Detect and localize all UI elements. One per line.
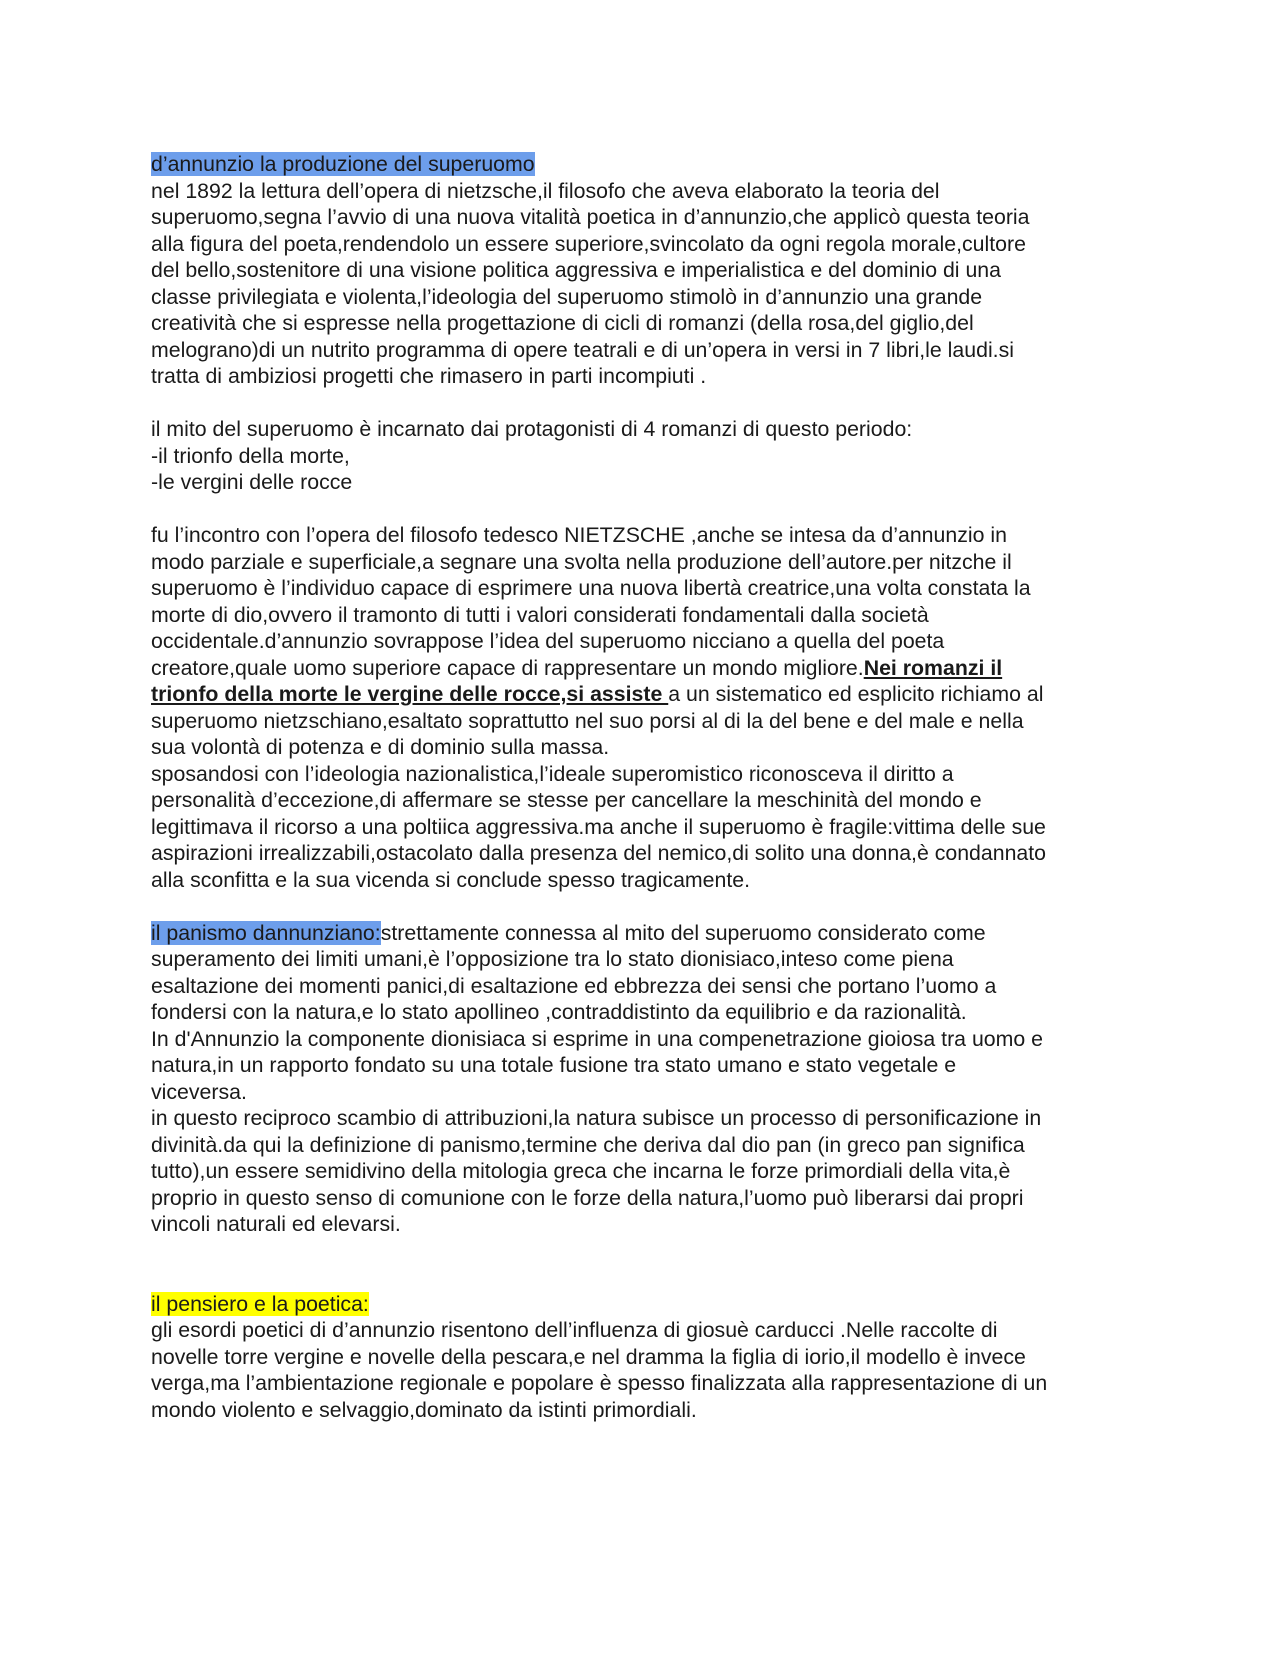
plain-text: creatore,quale uomo superiore capace di rappresentare un mondo migliore. [151,655,864,680]
paragraph-line: sposandosi con l’ideologia nazionalistica,l’ideale superomistico riconosceva il diritto a [151,761,954,786]
bold-underlined-text: Nei romanzi il [863,655,1003,680]
paragraph-line: creatività che si espresse nella progettazione di cicli di romanzi (della rosa,del giglio,del [151,311,974,335]
paragraph-line: novelle torre vergine e novelle della pescara,e nel dramma la figlia di iorio,il modello è invece [151,1344,1026,1369]
paragraph-line: superuomo nietzschiano,esaltato soprattutto nel suo porsi al di la del bene e del male e nella [151,708,1024,733]
paragraph-line: natura,in un rapporto fondato su una totale fusione tra stato umano e stato vegetale e [151,1053,957,1077]
paragraph-line: aspirazioni irrealizzabili,ostacolato dalla presenza del nemico,di solito una donna,è condannato [151,841,1047,865]
paragraph-line: vincoli naturali ed elevarsi. [151,1212,401,1236]
paragraph-line: modo parziale e superficiale,a segnare una svolta nella produzione dell’autore.per nitzche il [151,549,1012,574]
plain-text: a un sistematico ed esplicito richiamo al [668,682,1044,706]
paragraph-line: viceversa. [151,1079,247,1104]
plain-text: strettamente connessa al mito del superuomo considerato come [380,920,986,945]
paragraph-line [151,920,1131,947]
blank-line [151,893,1131,920]
paragraph-line: superamento dei limiti umani,è l’opposizione tra lo stato dionisiaco,inteso come piena [151,947,954,971]
document-page [151,151,1131,1423]
paragraph-line: nel 1892 la lettura dell’opera di nietzsche,il filosofo che aveva elaborato la teoria del [151,178,940,203]
paragraph-line: In d'Annunzio la componente dionisiaca si esprime in una compenetrazione gioiosa tra uomo e [151,1026,1043,1051]
paragraph-line: superuomo è l’individuo capace di esprimere una nuova libertà creatrice,una volta constata la [151,576,1031,600]
section-superuomo-production [151,151,1131,390]
section-heading-highlighted: il pensiero e la poetica: [151,1291,369,1316]
section-nietzsche [151,522,1131,893]
list-item: -il trionfo della morte, [151,443,350,468]
paragraph-line: il mito del superuomo è incarnato dai protagonisti di 4 romanzi di questo periodo: [151,417,913,441]
paragraph-line: fu l’incontro con l’opera del filosofo tedesco NIETZSCHE ,anche se intesa da d’annunzio in [151,523,1007,547]
blank-line [151,1264,1131,1291]
paragraph-line: melograno)di un nutrito programma di opere teatrali e di un’opera in versi in 7 libri,le laudi.si [151,337,1014,362]
blank-line [151,390,1131,417]
paragraph-line: legittimava il ricorso a una poltiica aggressiva.ma anche il superuomo è fragile:vittima delle sue [151,814,1046,839]
section-novels-list [151,416,1131,496]
paragraph-line: del bello,sostenitore di una visione politica aggressiva e imperialistica e del dominio di una [151,258,1001,282]
blank-line [151,496,1131,523]
paragraph-line: sua volontà di potenza e di dominio sulla massa. [151,735,610,759]
paragraph-line: fondersi con la natura,e lo stato apollineo ,contraddistinto da equilibrio e da razionalità. [151,1000,967,1024]
paragraph-line: divinità.da qui la definizione di panismo,termine che deriva dal dio pan (in greco pan significa [151,1132,1025,1157]
paragraph-line: tutto),un essere semidivino della mitologia greca che incarna le forze primordiali della vita,è [151,1159,1011,1183]
paragraph-line: alla figura del poeta,rendendolo un essere superiore,svincolato da ogni regola morale,cultore [151,231,1026,256]
blank-line [151,1238,1131,1265]
section-heading-highlighted: il panismo dannunziano: [151,920,381,945]
paragraph-line: personalità d’eccezione,di affermare se stesse per cancellare la meschinità del mondo e [151,788,982,812]
paragraph-line: gli esordi poetici di d’annunzio risentono dell’influenza di giosuè carducci .Nelle raccolte di [151,1318,998,1342]
section-heading-highlighted: d’annunzio la produzione del superuomo [151,152,535,176]
paragraph-line: superuomo,segna l’avvio di una nuova vitalità poetica in d’annunzio,che applicò questa teoria [151,205,1030,229]
paragraph-line: classe privilegiata e violenta,l’ideologia del superuomo stimolò in d’annunzio una grande [151,284,983,309]
paragraph-line: proprio in questo senso di comunione con le forze della natura,l’uomo può liberarsi dai propri [151,1185,1024,1210]
list-item: -le vergini delle rocce [151,470,353,494]
paragraph-line [151,681,1131,708]
section-panismo [151,920,1131,1238]
paragraph-line [151,655,1131,682]
paragraph-line: verga,ma l’ambientazione regionale e popolare è spesso finalizzata alla rappresentazione di un [151,1371,1048,1395]
paragraph-line: morte di dio,ovvero il tramonto di tutti i valori considerati fondamentali dalla società [151,602,929,627]
section-pensiero-poetica [151,1291,1131,1424]
paragraph-line: tratta di ambiziosi progetti che rimasero in parti incompiuti . [151,364,707,388]
paragraph-line: mondo violento e selvaggio,dominato da istinti primordiali. [151,1397,697,1422]
bold-underlined-text: trionfo della morte le vergine delle rocce,si assiste [151,682,669,706]
paragraph-line: in questo reciproco scambio di attribuzioni,la natura subisce un processo di personificazione in [151,1106,1042,1130]
paragraph-line: esaltazione dei momenti panici,di esaltazione ed ebbrezza dei sensi che portano l’uomo a [151,973,997,998]
paragraph-line: occidentale.d’annunzio sovrappose l’idea del superuomo nicciano a quella del poeta [151,629,945,653]
paragraph-line: alla sconfitta e la sua vicenda si conclude spesso tragicamente. [151,867,751,892]
